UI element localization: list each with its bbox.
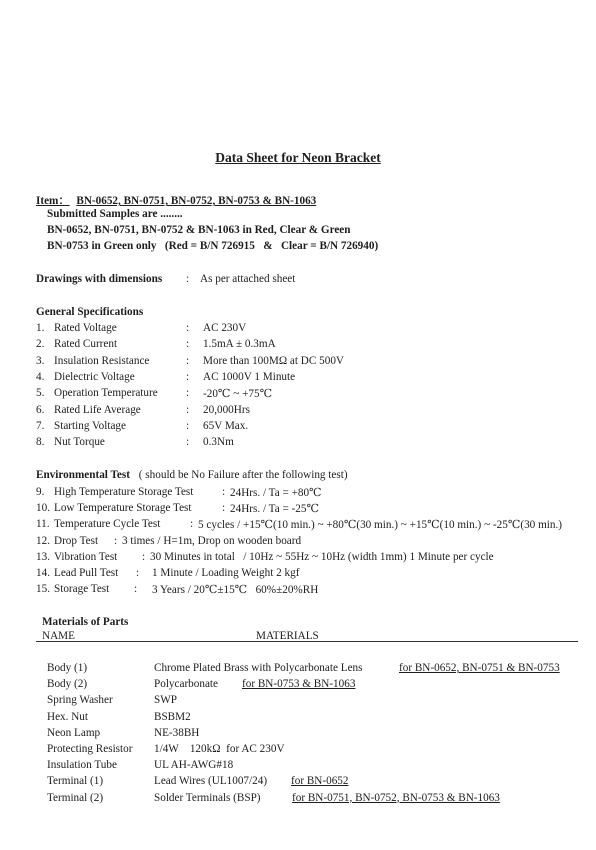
drawings-label: Drawings with dimensions — [36, 273, 163, 285]
material-note: for BN-0652, BN-0751 & BN-0753 — [399, 662, 560, 674]
page-title: Data Sheet for Neon Bracket — [215, 150, 381, 165]
env-colon: : — [222, 486, 226, 498]
env-value: 30 Minutes in total / 10Hz ~ 55Hz ~ 10Hz (width 1mm) 1 Minute per cycle — [150, 550, 494, 563]
env-number: 14. — [36, 567, 50, 579]
env-heading-line — [36, 469, 348, 481]
env-label: Low Temperature Storage Test — [54, 502, 192, 515]
material-name: Protecting Resistor — [47, 743, 133, 755]
spec-label: Rated Current — [54, 338, 118, 351]
env-value: 3 times / H=1m, Drop on wooden board — [122, 534, 302, 547]
material-note: for BN-0753 & BN-1063 — [242, 678, 356, 691]
env-value: 5 cycles / +15℃(10 min.) ~ +80℃(30 min.) ~ +15℃(10 min.) ~ -25℃(30 min.) — [198, 519, 562, 532]
env-colon: : — [222, 502, 226, 515]
env-label: Storage Test — [54, 583, 110, 596]
env-label: Vibration Test — [54, 550, 118, 563]
spec-colon: : — [186, 322, 190, 334]
material-value: NE-38BH — [154, 726, 200, 739]
material-name: Body (2) — [47, 678, 88, 691]
spec-value: AC 1000V 1 Minute — [203, 370, 296, 383]
spec-colon: : — [186, 403, 190, 416]
material-value: BSBM2 — [154, 710, 191, 723]
samples-line-1: BN-0652, BN-0751, BN-0752 & BN-1063 in Red, Clear & Green — [47, 224, 351, 236]
spec-label: Operation Temperature — [54, 387, 158, 400]
item-label: Item： — [36, 195, 70, 207]
material-note: for BN-0652 — [291, 775, 349, 788]
spec-colon: : — [186, 387, 190, 400]
spec-label: Nut Torque — [54, 436, 105, 449]
env-number: 13. — [36, 550, 50, 563]
env-heading: Environmental Test — [36, 469, 130, 481]
env-note: ( should be No Failure after the following test) — [138, 469, 348, 481]
material-name: Spring Washer — [47, 694, 113, 707]
spec-number: 3. — [36, 354, 45, 367]
material-name: Terminal (1) — [47, 775, 104, 788]
spec-number: 7. — [36, 419, 45, 432]
spec-number: 8. — [36, 436, 45, 449]
env-colon: : — [134, 583, 138, 596]
env-value: 24Hrs. / Ta = +80℃ — [230, 487, 322, 499]
env-label: High Temperature Storage Test — [54, 486, 194, 498]
spec-number: 4. — [36, 370, 45, 383]
spec-number: 1. — [36, 322, 45, 334]
material-name: Body (1) — [47, 662, 88, 674]
env-number: 12. — [36, 534, 50, 547]
material-value: 1/4W 120kΩ for AC 230V — [154, 743, 285, 755]
spec-label: Insulation Resistance — [54, 354, 150, 367]
env-colon: : — [114, 534, 118, 547]
spec-colon: : — [186, 370, 190, 383]
spec-label: Dielectric Voltage — [54, 370, 135, 383]
material-value: UL AH-AWG#18 — [154, 759, 234, 772]
env-colon: : — [190, 518, 194, 531]
env-colon: : — [142, 550, 146, 563]
header-rule — [36, 641, 578, 642]
spec-value: More than 100MΩ at DC 500V — [203, 354, 344, 367]
materials-heading: Materials of Parts — [42, 616, 129, 628]
spec-number: 5. — [36, 387, 45, 400]
spec-colon: : — [186, 436, 190, 449]
material-value: Solder Terminals (BSP) — [154, 791, 261, 804]
material-value: SWP — [154, 694, 178, 707]
env-label: Temperature Cycle Test — [54, 518, 161, 531]
spec-colon: : — [186, 354, 190, 367]
col-materials-header: MATERIALS — [256, 630, 319, 642]
material-name: Insulation Tube — [47, 759, 117, 772]
drawings-colon: : — [186, 273, 190, 285]
env-colon: : — [136, 567, 140, 579]
spec-value: AC 230V — [203, 322, 247, 334]
env-value: 3 Years / 20℃±15℃ 60%±20%RH — [152, 584, 319, 597]
spec-value: 65V Max. — [203, 419, 249, 432]
env-value: 24Hrs. / Ta = -25℃ — [230, 503, 319, 516]
env-number: 9. — [36, 486, 45, 498]
material-name: Terminal (2) — [47, 791, 104, 804]
env-number: 10. — [36, 502, 50, 515]
env-label: Lead Pull Test — [54, 567, 119, 579]
material-name: Neon Lamp — [47, 726, 101, 739]
samples-line-2: BN-0753 in Green only (Red = B/N 726915 & Clear = B/N 726940) — [47, 240, 379, 252]
col-name-header: NAME — [42, 630, 75, 642]
submitted-samples: Submitted Samples are ........ — [47, 208, 183, 220]
drawings-value: As per attached sheet — [200, 273, 296, 285]
spec-colon: : — [186, 338, 190, 351]
material-value: Lead Wires (UL1007/24) — [154, 775, 268, 788]
material-name: Hex. Nut — [47, 710, 89, 723]
spec-number: 2. — [36, 338, 45, 351]
material-value: Polycarbonate — [154, 678, 218, 691]
spec-value: 0.3Nm — [203, 436, 234, 449]
spec-value: 20,000Hrs — [203, 403, 250, 416]
env-number: 11. — [36, 518, 50, 531]
item-models: BN-0652, BN-0751, BN-0752, BN-0753 & BN-1063 — [76, 195, 317, 207]
env-label: Drop Test — [54, 534, 99, 547]
spec-label: Rated Life Average — [54, 403, 141, 416]
spec-label: Rated Voltage — [54, 322, 117, 334]
env-value: 1 Minute / Loading Weight 2 kgf — [152, 567, 300, 579]
env-number: 15. — [36, 583, 50, 596]
item-line — [36, 192, 316, 208]
spec-colon: : — [186, 419, 190, 432]
spec-number: 6. — [36, 403, 45, 416]
material-note: for BN-0751, BN-0752, BN-0753 & BN-1063 — [292, 791, 500, 804]
material-value: Chrome Plated Brass with Polycarbonate Lens — [154, 662, 363, 674]
spec-value: 1.5mA ± 0.3mA — [203, 338, 276, 351]
general-specs-heading: General Specifications — [36, 306, 144, 318]
spec-label: Starting Voltage — [54, 419, 126, 432]
spec-value: -20℃ ~ +75℃ — [203, 388, 273, 401]
